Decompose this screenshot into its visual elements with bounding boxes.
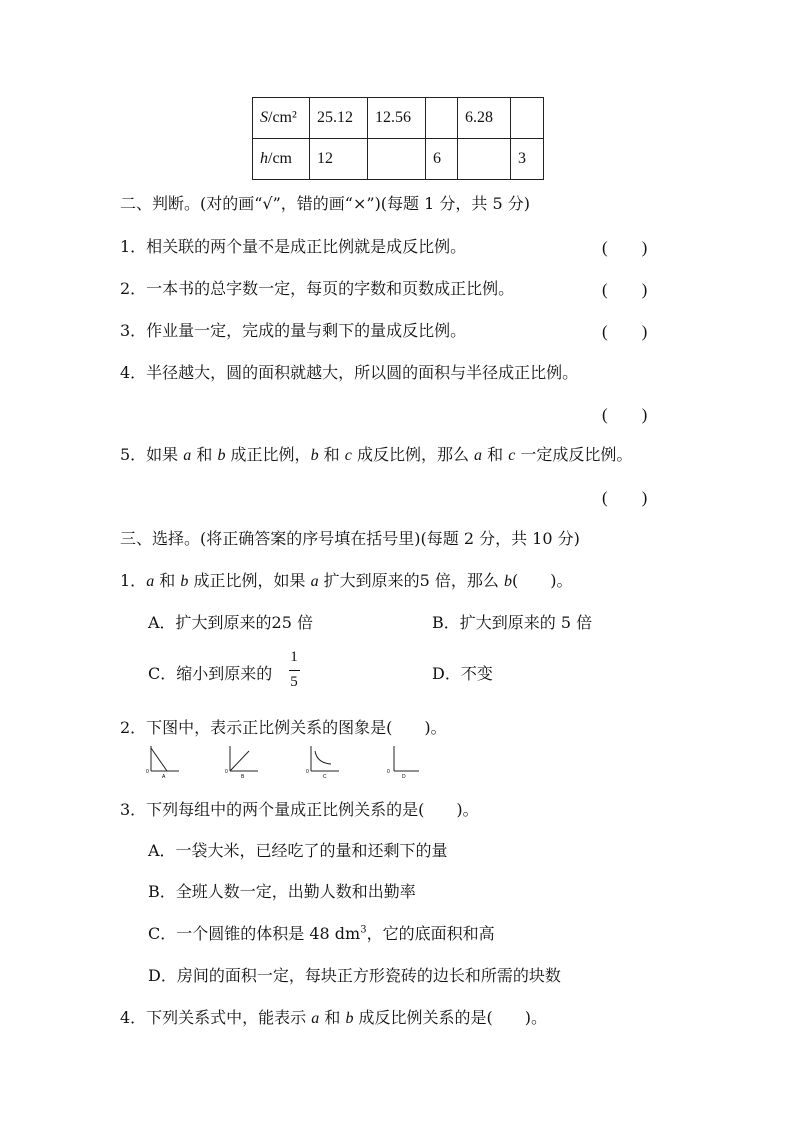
q1-option-c: C．缩小到原来的 [148, 664, 273, 683]
graph-label: A [162, 774, 166, 779]
graph-curve [315, 751, 331, 764]
q1-option-d: D．不变 [432, 664, 493, 683]
judge-item-5: 5．如果 a 和 b 成正比例，b 和 c 成反比例，那么 a 和 c 一定成反比例。 [120, 445, 633, 464]
judge-item-4: 4．半径越大，圆的面积就越大，所以圆的面积与半径成正比例。 [120, 363, 579, 382]
origin-label: 0 [306, 769, 309, 775]
answer-blank[interactable]: ( ) [602, 488, 648, 507]
answer-blank[interactable]: ( ) [602, 322, 648, 341]
table-cell [426, 98, 458, 139]
section3-heading: 三、选择。(将正确答案的序号填在括号里)(每题 2 分，共 10 分) [120, 529, 580, 548]
fraction-denominator: 5 [290, 674, 298, 690]
table-cell: 12.56 [368, 98, 426, 139]
data-table [252, 97, 544, 180]
fraction-numerator: 1 [290, 649, 298, 665]
table-cell: 6 [426, 139, 458, 180]
row-label-s: S/cm² [253, 98, 310, 139]
origin-label: 0 [146, 769, 149, 775]
judge-item-1: 1．相关联的两个量不是成正比例就是成反比例。 [120, 237, 467, 256]
fraction-bar [289, 670, 300, 671]
table-cell: 3 [511, 139, 544, 180]
table-cell: 6.28 [458, 98, 511, 139]
q1-option-b: B．扩大到原来的 5 倍 [432, 613, 593, 632]
answer-blank[interactable]: ( ) [602, 405, 648, 424]
graph-a[interactable] [145, 743, 181, 779]
choice-q4: 4．下列关系式中，能表示 a 和 b 成反比例关系的是( )。 [120, 1008, 548, 1027]
graph-line [230, 751, 249, 771]
row-label-h: h/cm [253, 139, 310, 180]
choice-q1: 1．a 和 b 成正比例，如果 a 扩大到原来的5 倍，那么 b( )。 [120, 571, 573, 590]
answer-blank[interactable]: ( ) [602, 238, 648, 257]
section2-heading: 二、判断。(对的画“√”，错的画“×”)(每题 1 分，共 5 分) [120, 194, 530, 213]
graph-label: B [241, 774, 245, 779]
table-cell [368, 139, 426, 180]
q3-option-d: D．房间的面积一定，每块正方形瓷砖的边长和所需的块数 [148, 966, 561, 985]
table-cell [511, 98, 544, 139]
graph-line [151, 748, 167, 771]
table-cell [458, 139, 511, 180]
graph-c[interactable] [305, 743, 341, 779]
judge-item-3: 3．作业量一定，完成的量与剩下的量成反比例。 [120, 321, 467, 340]
table-row [253, 139, 544, 180]
graph-label: D [402, 774, 406, 779]
table-cell: 12 [310, 139, 368, 180]
q3-option-b: B．全班人数一定，出勤人数和出勤率 [148, 882, 416, 901]
q1-option-a: A．扩大到原来的25 倍 [148, 613, 314, 632]
answer-blank[interactable]: ( ) [602, 280, 648, 299]
origin-label: 0 [387, 769, 390, 775]
origin-label: 0 [225, 769, 228, 775]
table-row [253, 98, 544, 139]
q3-option-a: A．一袋大米，已经吃了的量和还剩下的量 [148, 841, 448, 860]
choice-q2: 2．下图中，表示正比例关系的图象是( )。 [120, 718, 447, 737]
graph-b[interactable] [224, 743, 260, 779]
q3-option-c: C．一个圆锥的体积是 48 $dm^3$，它的底面积和高 [148, 924, 495, 943]
choice-q3: 3．下列每组中的两个量成正比例关系的是( )。 [120, 800, 479, 819]
graph-label: C [323, 774, 327, 779]
judge-item-2: 2．一本书的总字数一定，每页的字数和页数成正比例。 [120, 279, 515, 298]
table-cell: 25.12 [310, 98, 368, 139]
graph-d[interactable] [385, 743, 421, 779]
